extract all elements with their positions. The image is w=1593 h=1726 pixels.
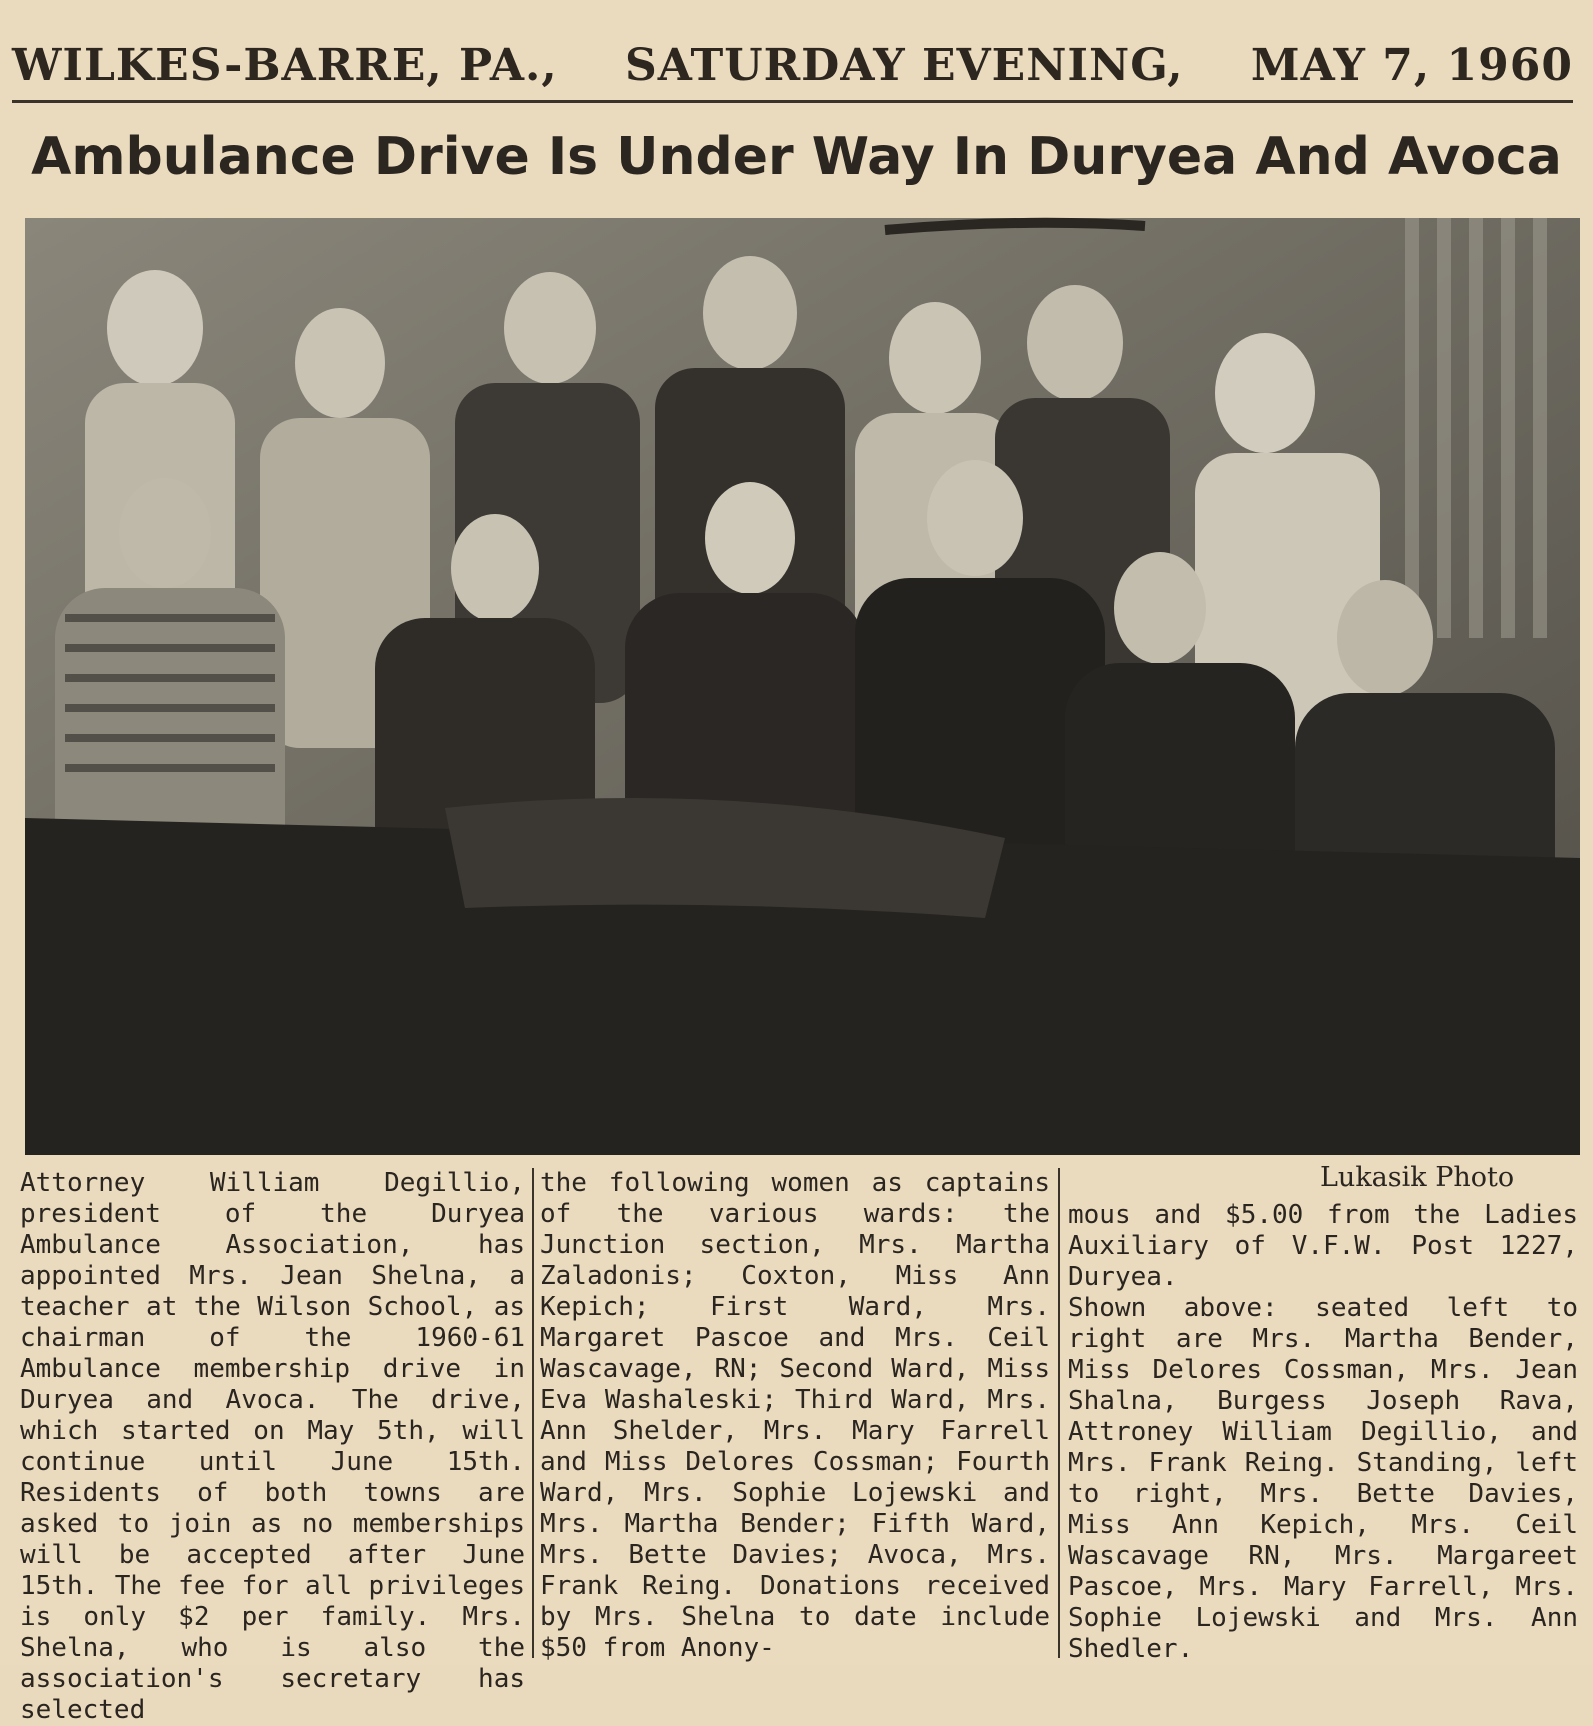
dateline [12,30,1573,103]
article-column-1: Attorney William Degillio, president of the Duryea Ambulance Association, has appointed Mrs. Jean Shelna, a teacher at the Wilson School, as chairman of the 1960-61 Ambulance membership drive in Duryea and Avoca. The drive, which started on May 5th, will continue until June 15th. Residents of both towns are asked to join as no memberships will be accepted after June 15th. The fee for all privileges is only $2 per family. Mrs. Shelna, who is also the association's secretary has selected [20,1168,525,1725]
dateline-edition: SATURDAY EVENING, [624,39,1184,91]
photo-credit: Lukasik Photo [1320,1162,1515,1193]
column-divider [532,1168,534,1658]
dateline-date: MAY 7, 1960 [1250,39,1573,91]
group-photo [25,218,1580,1155]
article-column-2: the following women as captains of the various wards: the Junction section, Mrs. Martha Zaladonis; Coxton, Miss Ann Kepich; First Ward, Mrs. Margaret Pascoe and Mrs. Ceil Wascavage, RN; Second Ward, Miss Eva Washaleski; Third Ward, Mrs. Ann Shelder, Mrs. Mary Farrell and Miss Delores Cossman; Fourth Ward, Mrs. Sophie Lojewski and Mrs. Martha Bender; Fifth Ward, Mrs. Bette Davies; Avoca, Mrs. Frank Reing. Donations received by Mrs. Shelna to date include $50 from Anony- [540,1168,1050,1663]
column-divider [1058,1168,1060,1658]
article-column-3: mous and $5.00 from the Ladies Auxiliary of V.F.W. Post 1227, Duryea. Shown above: seated left to right are Mrs. Martha Bender, Miss Delores Cossman, Mrs. Jean Shalna, Burgess Joseph Rava, Attroney William Degillio, and Mrs. Frank Reing. Standing, left to right, Mrs. Bette Davies, Miss Ann Kepich, Mrs. Ceil Wascavage RN, Mrs. Margareet Pascoe, Mrs. Mary Farrell, Mrs. Sophie Lojewski and Mrs. Ann Shedler. [1068,1200,1578,1664]
dateline-place: WILKES-BARRE, PA., [12,39,558,91]
group-photo-illustration [25,218,1580,1155]
headline: Ambulance Drive Is Under Way In Duryea And Avoca [31,127,1562,187]
